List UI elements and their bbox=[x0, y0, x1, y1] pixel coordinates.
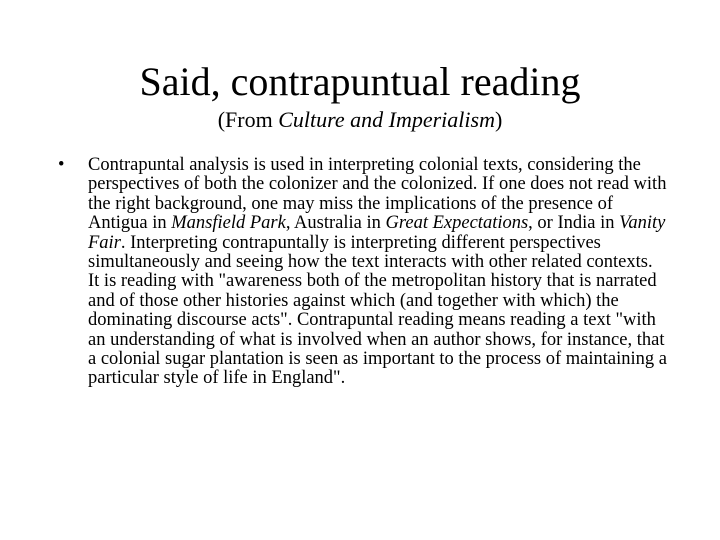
slide-title: Said, contrapuntual reading bbox=[139, 59, 581, 104]
bullet-text-3: , or India in bbox=[528, 213, 620, 234]
slide-subtitle bbox=[0, 106, 720, 134]
subtitle-prefix: (From bbox=[217, 107, 279, 132]
bullet-text-2: , Australia in bbox=[285, 213, 386, 234]
bullet-item bbox=[58, 156, 668, 389]
bullet-text-4: . Interpreting contrapuntally is interpreting different perspectives simultaneously and seeing how the text interacts with other related contexts. It is reading with "awareness both of the metropolitan history that is narrated and of those other histories against which (and together with which) the dominating discourse acts". Contrapuntal reading means reading a text "with an understanding of what is involved when an author shows, for instance, that a colonial sugar plantation is seen as important to the process of maintaining a particular style of life in England". bbox=[88, 232, 668, 389]
subtitle-book-title: Culture and Imperialism bbox=[278, 107, 495, 132]
bullet-marker: • bbox=[58, 155, 65, 175]
work-title-vanity-fair: Vanity Fair bbox=[88, 213, 666, 253]
work-title-great-expectations: Great Expectations bbox=[385, 213, 529, 234]
subtitle-suffix: ) bbox=[494, 107, 503, 132]
bullet-text-1: Contrapuntal analysis is used in interpreting colonial texts, considering the perspectives of both the colonizer and the colonized. If one does not read with the right background, one may miss the implications of the presence of Antigua in bbox=[88, 155, 667, 234]
work-title-mansfield-park: Mansfield Park bbox=[171, 213, 286, 234]
bullet-list bbox=[58, 156, 668, 389]
